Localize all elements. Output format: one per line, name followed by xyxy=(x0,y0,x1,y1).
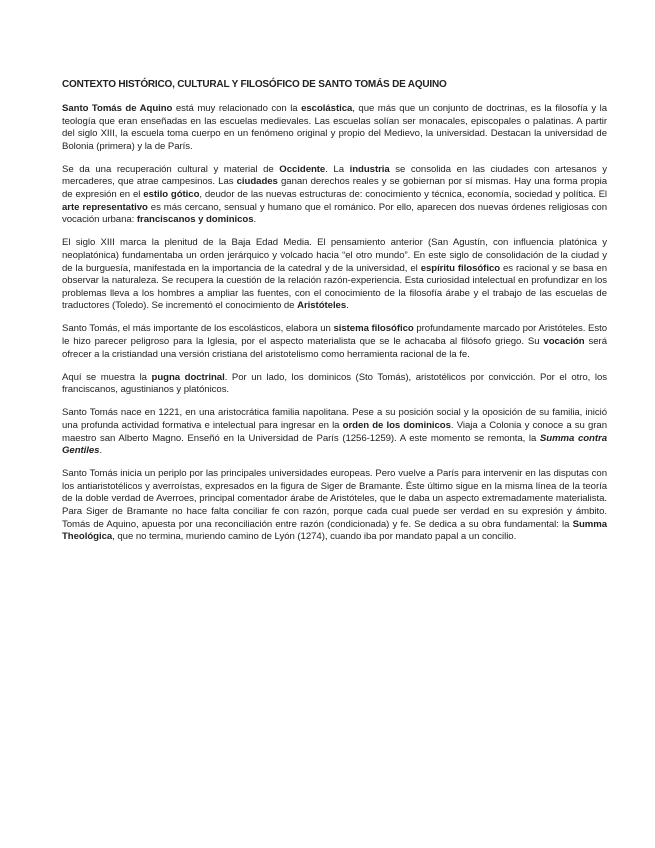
text-run: . La xyxy=(325,163,350,175)
text-run: está muy relacionado con la xyxy=(172,103,302,114)
text-run: ganan derechos reales y se gobiernan por sí mismas. Hay una forma propia de expresión en el xyxy=(62,176,607,201)
document-body xyxy=(62,103,607,544)
bold-text: arte representativo xyxy=(62,201,148,213)
bold-text: Aristóteles xyxy=(297,300,347,312)
document-page xyxy=(62,78,607,554)
text-run: , deudor de las nuevas estructuras de: conocimiento y técnica, economía, sociedad y política. El xyxy=(199,189,607,201)
bold-text: franciscanos y dominicos xyxy=(136,214,254,226)
bold-text: estilo gótico xyxy=(143,189,200,201)
bold-text: escolástica xyxy=(301,103,353,114)
bold-text: sistema filosófico xyxy=(333,323,414,335)
bold-text: Santo Tomás de Aquino xyxy=(62,103,173,114)
text-run: . Por un lado, los dominicos (Sto Tomás), aristotélicos por convicción. Por el otro, los franciscanos, agustinianos y platónicos. xyxy=(62,371,607,396)
bold-text: Summa Theológica xyxy=(62,518,607,543)
bold-text: Occidente xyxy=(279,163,326,175)
paragraph-3 xyxy=(62,237,607,313)
text-run: , que más que un conjunto de doctrinas, es la filosofía y la teología que eran enseñadas en las escuelas medievales. Las escuelas solían ser monacales, episcopales o palatinas. A partir del siglo XIII, la escuela toma cuerpo en un fenómeno original y propio del Medievo, la universidad. Destacan la universidad de Bolonia (primera) y la de París. xyxy=(62,103,607,152)
text-run: es más cercano, sensual y humano que el románico. Por ello, aparecen dos nuevas órdenes religiosas con vocación urbana: xyxy=(62,201,608,226)
text-run: Aquí se muestra la xyxy=(62,371,152,383)
bold-text: vocación xyxy=(543,336,585,347)
text-run: El siglo XIII marca la plenitud de la Baja Edad Media. El pensamiento anterior (San Agustín, con influencia platónica y neoplatónica) fundamentaba un orden jerárquico y volcado hacia “el otro mundo”. En este siglo de consolidación de la ciudad y de la burguesía, manifestada en la importancia de la catedral y de la universidad, el xyxy=(62,237,607,274)
text-run: Santo Tomás, el más importante de los escolásticos, elabora un xyxy=(62,323,334,335)
text-run: será ofrecer a la cristiandad una versión cristiana del aristotelismo como herramienta racional de la fe. xyxy=(62,336,607,360)
paragraph-7 xyxy=(62,468,607,544)
text-run: se consolida en las ciudades con artesanos y mercaderes, que atrae campesinos. Las xyxy=(62,163,608,188)
text-run: . xyxy=(99,445,103,457)
bold-text: pugna doctrinal xyxy=(151,371,225,383)
document-title: CONTEXTO HISTÓRICO, CULTURAL Y FILOSÓFICO DE SANTO TOMÁS DE AQUINO xyxy=(62,79,447,90)
bold-text: ciudades xyxy=(236,176,278,188)
text-run: . xyxy=(253,214,257,226)
text-run: , que no termina, muriendo camino de Lyón (1274), cuando iba por mandato papal a un concilio. xyxy=(112,531,517,543)
text-run: . xyxy=(346,300,349,312)
bold-text: espíritu filosófico xyxy=(420,262,501,274)
paragraph-5 xyxy=(62,372,607,397)
bold-text: industria xyxy=(349,163,390,175)
text-run: es racional y se basa en observar la naturaleza. Se recupera la cuestión de la relación razón-experiencia. Esta curiosidad intelectual en profundizar en los problemas lleva a los hombres a ampliar las fuentes, con el conocimiento de la filosofía árabe y el trabajo de las escuelas de traductores (Toledo). Se incrementó el conocimiento de xyxy=(62,262,607,312)
emphasis-text: Summa contra Gentiles xyxy=(62,432,607,457)
text-run: Santo Tomás nace en 1221, en una aristocrática familia napolitana. Pese a su posición social y la oposición de su familia, inició una profunda actividad formativa e intelectual para ingresar en la xyxy=(62,407,607,431)
paragraph-2 xyxy=(62,164,607,227)
paragraph-4 xyxy=(62,323,607,361)
text-run: profundamente marcado por Aristóteles. Esto le hizo parecer peligroso para la Iglesia, por el aspecto materialista que se le achacaba al filósofo griego. Su xyxy=(62,323,608,347)
bold-text: orden de los dominicos xyxy=(342,419,451,431)
paragraph-1 xyxy=(62,103,607,153)
paragraph-6 xyxy=(62,407,607,457)
text-run: Santo Tomás inicia un periplo por las principales universidades europeas. Pero vuelve a París para intervenir en las disputas con los antiaristotélicos y averroístas, expresados en la figura de Siger de Bramante. Éste último sigue en la misma línea de la teoría de la doble verdad de Averroes, principal comentador árabe de Aristóteles, que le daba un aspecto extremadamente materialista. Para Siger de Bramante no hace falta conciliar fe con razón, porque cada cual puede ser verdad en su expresión y ámbito. Tomás de Aquino, apuesta por una reconciliación entre razón (condicionada) y fe. Se dedica a su obra fundamental: la xyxy=(62,468,607,530)
text-run: Se da una recuperación cultural y material de xyxy=(62,163,280,175)
text-run: . Viaja a Colonia y conoce a su gran maestro san Alberto Magno. Enseñó en la Universidad de París (1256-1259). A este momento se remonta, la xyxy=(62,419,608,444)
